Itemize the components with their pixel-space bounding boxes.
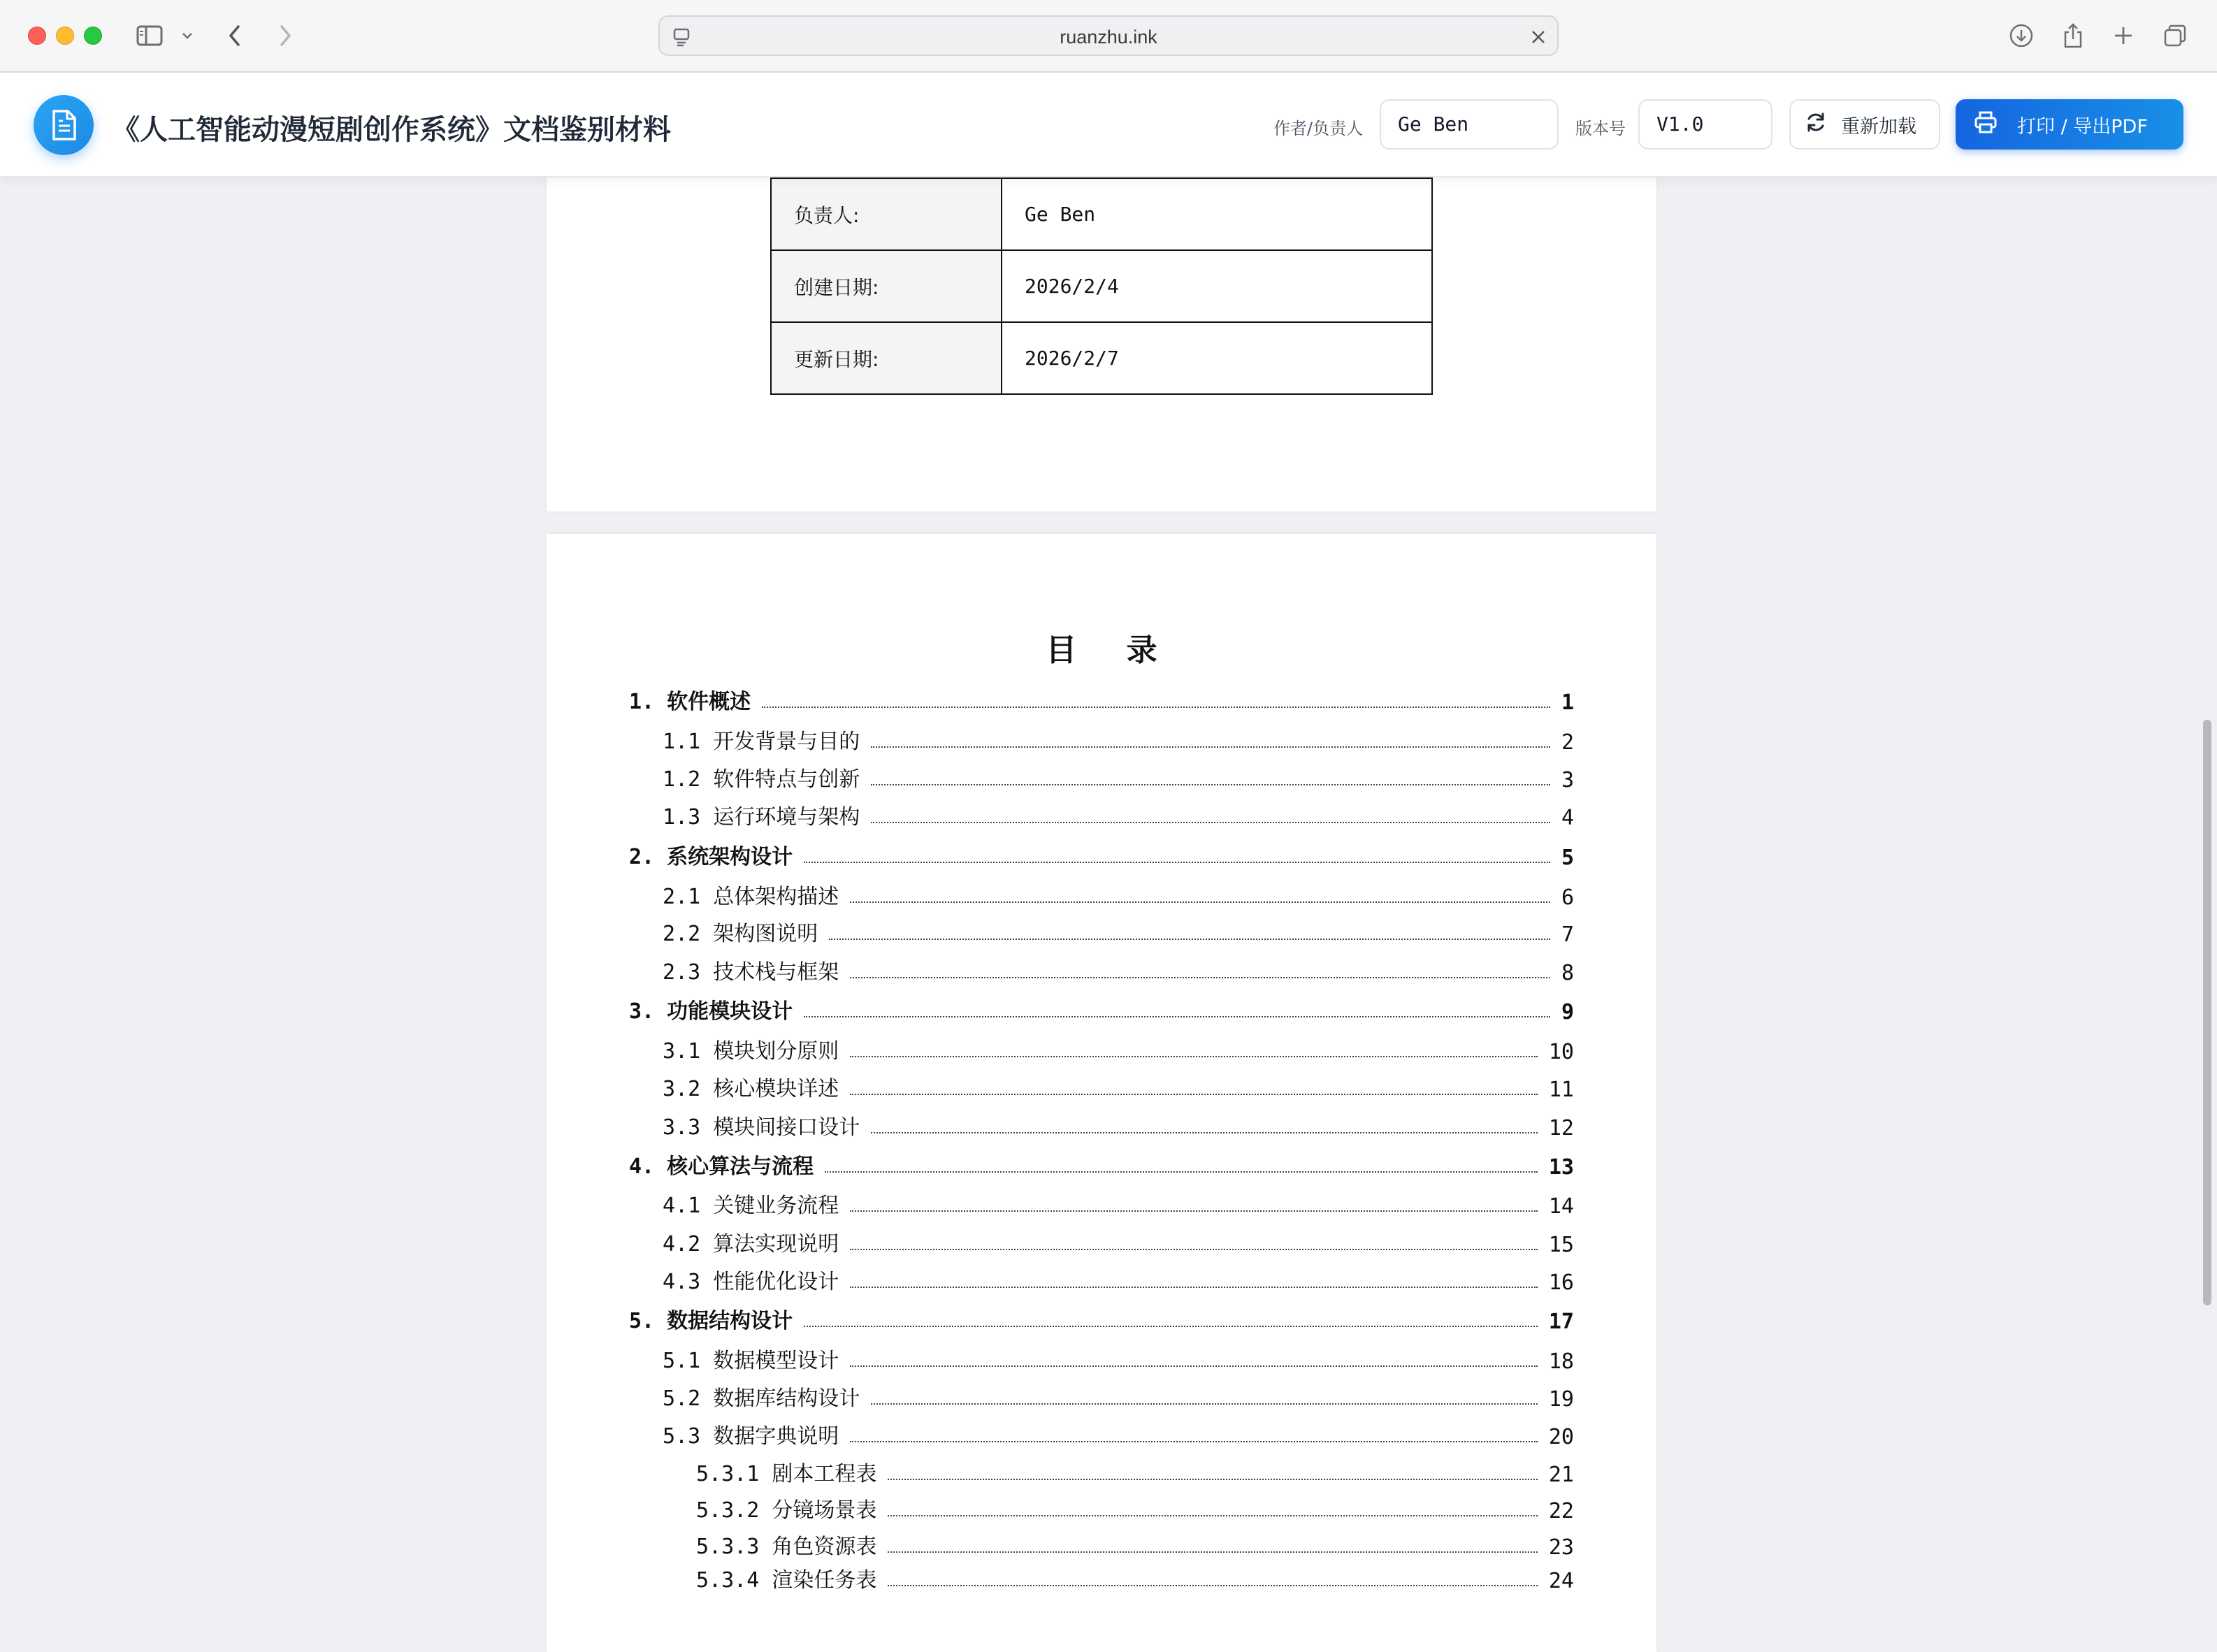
toc-entry[interactable] xyxy=(629,882,1574,910)
print-button-label: 打印 / 导出PDF xyxy=(2017,115,2148,138)
new-tab-icon[interactable] xyxy=(2108,21,2139,50)
toc-entry-label: 5.2 数据库结构设计 xyxy=(663,1386,860,1411)
toc-entry-page: 10 xyxy=(1548,1040,1574,1064)
toc-entry-label: 2.2 架构图说明 xyxy=(663,922,818,946)
info-value: 2026/2/4 xyxy=(1002,250,1432,322)
toc-entry[interactable] xyxy=(629,1346,1574,1374)
toc-entry-label: 3.2 核心模块详述 xyxy=(663,1077,839,1101)
toc-entry[interactable] xyxy=(629,1306,1574,1334)
toc-entry-page: 16 xyxy=(1548,1270,1574,1295)
toc-entry-page: 8 xyxy=(1561,961,1574,985)
toc-entry[interactable] xyxy=(629,1191,1574,1219)
toc-leader-dots xyxy=(850,1441,1538,1442)
toc-entry[interactable] xyxy=(629,1495,1574,1523)
toc-leader-dots xyxy=(850,1210,1538,1212)
zoom-window-button[interactable] xyxy=(84,27,102,45)
document-page xyxy=(547,150,1656,512)
author-label: 作者/负责人 xyxy=(1273,119,1364,138)
toc-entry-page: 13 xyxy=(1548,1155,1574,1180)
toc-entry-page: 19 xyxy=(1548,1387,1574,1412)
version-label: 版本号 xyxy=(1575,119,1626,138)
browser-toolbar xyxy=(0,0,2217,73)
toc-leader-dots xyxy=(888,1585,1538,1586)
toc-entry-page: 7 xyxy=(1561,922,1574,947)
toc-entry[interactable] xyxy=(629,1074,1574,1102)
toc-entry[interactable] xyxy=(629,997,1574,1024)
toc-entry-page: 21 xyxy=(1548,1463,1574,1487)
toc-entry-label: 2.1 总体架构描述 xyxy=(663,885,839,909)
toc-entry[interactable] xyxy=(629,1113,1574,1140)
toc-entry[interactable] xyxy=(629,1459,1574,1487)
toc-entry-page: 24 xyxy=(1548,1569,1574,1593)
share-icon[interactable] xyxy=(2058,21,2088,50)
toc-entry[interactable] xyxy=(629,1267,1574,1295)
toc-leader-dots xyxy=(850,977,1550,978)
minimize-window-button[interactable] xyxy=(56,27,74,45)
toc-entry-label: 3.1 模块划分原则 xyxy=(663,1039,839,1064)
toc-entry-page: 9 xyxy=(1561,1000,1574,1024)
reload-button-label: 重新加载 xyxy=(1841,115,1916,138)
toc-entry[interactable] xyxy=(629,802,1574,830)
app-header xyxy=(0,73,2217,177)
refresh-icon xyxy=(1805,111,1827,138)
toc-leader-dots xyxy=(850,1249,1538,1250)
toc-entry[interactable] xyxy=(629,1229,1574,1257)
info-value: Ge Ben xyxy=(1002,178,1432,250)
toc-leader-dots xyxy=(871,746,1550,748)
toc-leader-dots xyxy=(888,1515,1538,1516)
table-row xyxy=(771,178,1432,250)
close-window-button[interactable] xyxy=(28,27,46,45)
scrollbar-thumb[interactable] xyxy=(2203,720,2211,1305)
toc-title: 目 录 xyxy=(1046,632,1177,668)
toc-entry-page: 5 xyxy=(1561,846,1574,870)
toc-entry[interactable] xyxy=(629,957,1574,985)
toc-entry-page: 1 xyxy=(1561,690,1574,715)
toc-entry[interactable] xyxy=(629,1421,1574,1449)
tab-overview-icon[interactable] xyxy=(2160,21,2190,50)
document-viewport[interactable] xyxy=(0,177,2217,1593)
toc-entry-page: 18 xyxy=(1548,1349,1574,1374)
toc-leader-dots xyxy=(850,1094,1538,1095)
toc-leader-dots xyxy=(804,1326,1538,1327)
toc-entry[interactable] xyxy=(629,842,1574,870)
version-input[interactable]: V1.0 xyxy=(1638,99,1772,150)
toc-entry-label: 4.2 算法实现说明 xyxy=(663,1232,839,1256)
toc-leader-dots xyxy=(829,939,1550,940)
toc-entry-label: 1.2 软件特点与创新 xyxy=(663,767,860,792)
toc-entry-label: 2. 系统架构设计 xyxy=(629,845,793,869)
sidebar-toggle-icon[interactable] xyxy=(134,21,165,50)
toc-entry-page: 22 xyxy=(1548,1499,1574,1523)
toc-entry-label: 4. 核心算法与流程 xyxy=(629,1154,814,1179)
toc-entry-label: 3.3 模块间接口设计 xyxy=(663,1115,860,1140)
back-arrow-icon[interactable] xyxy=(221,21,249,50)
toc-entry-label: 5.1 数据模型设计 xyxy=(663,1349,839,1373)
toc-leader-dots xyxy=(850,1365,1538,1367)
toc-entry-label: 5.3.1 剧本工程表 xyxy=(696,1462,877,1486)
toc-entry[interactable] xyxy=(629,1565,1574,1593)
toc-leader-dots xyxy=(888,1551,1538,1553)
toc-entry-label: 5. 数据结构设计 xyxy=(629,1309,793,1333)
toc-leader-dots xyxy=(871,1403,1538,1405)
toc-entry[interactable] xyxy=(629,919,1574,947)
info-table xyxy=(770,177,1433,395)
toc-leader-dots xyxy=(762,707,1550,708)
toc-leader-dots xyxy=(888,1479,1538,1480)
toc-entry-page: 6 xyxy=(1561,885,1574,910)
toc-entry[interactable] xyxy=(629,727,1574,755)
toc-entry-label: 2.3 技术栈与框架 xyxy=(663,960,839,985)
toc-entry-label: 5.3 数据字典说明 xyxy=(663,1424,839,1449)
toc-entry-label: 1.1 开发背景与目的 xyxy=(663,730,860,754)
close-icon[interactable] xyxy=(1528,27,1549,48)
toc-page xyxy=(547,534,1656,1652)
info-key: 更新日期: xyxy=(771,322,1002,394)
chevron-down-icon[interactable] xyxy=(178,21,197,50)
author-input[interactable]: Ge Ben xyxy=(1380,99,1559,150)
info-value: 2026/2/7 xyxy=(1002,322,1432,394)
toc-entry-page: 20 xyxy=(1548,1425,1574,1449)
table-row xyxy=(771,322,1432,394)
toc-entry-page: 12 xyxy=(1548,1116,1574,1140)
toc-entry-label: 5.3.3 角色资源表 xyxy=(696,1535,877,1559)
toc-entry-page: 23 xyxy=(1548,1535,1574,1560)
toc-entry-label: 1. 软件概述 xyxy=(629,690,751,714)
toc-entry-label: 5.3.4 渲染任务表 xyxy=(696,1568,877,1593)
info-key: 负责人: xyxy=(771,178,1002,250)
toc-entry[interactable] xyxy=(629,1532,1574,1560)
toc-entry-page: 11 xyxy=(1548,1078,1574,1102)
url-text[interactable]: ruanzhu.ink xyxy=(1060,27,1157,48)
toc-entry-label: 4.3 性能优化设计 xyxy=(663,1270,839,1294)
toc-leader-dots xyxy=(850,1056,1538,1057)
toc-leader-dots xyxy=(804,1016,1550,1017)
toc-leader-dots xyxy=(871,822,1550,823)
printer-icon xyxy=(1974,111,1998,138)
toc-entry-page: 14 xyxy=(1548,1194,1574,1219)
document-icon xyxy=(34,95,94,155)
toc-entry-page: 2 xyxy=(1561,730,1574,755)
toc-entry[interactable] xyxy=(629,1384,1574,1412)
toc-entry-label: 1.3 运行环境与架构 xyxy=(663,805,860,829)
reload-button[interactable] xyxy=(1789,99,1940,150)
toc-entry[interactable] xyxy=(629,765,1574,792)
toc-entry-page: 3 xyxy=(1561,768,1574,792)
toc-leader-dots xyxy=(825,1171,1538,1173)
toc-leader-dots xyxy=(850,901,1550,903)
toc-leader-dots xyxy=(804,862,1550,863)
toc-entry-page: 15 xyxy=(1548,1233,1574,1257)
download-icon[interactable] xyxy=(2006,21,2037,50)
toc-leader-dots xyxy=(871,784,1550,785)
info-key: 创建日期: xyxy=(771,250,1002,322)
print-export-button[interactable] xyxy=(1956,99,2183,150)
toc-leader-dots xyxy=(871,1132,1538,1133)
toc-entry[interactable] xyxy=(629,1036,1574,1064)
page-title: 《人工智能动漫短剧创作系统》文档鉴别材料 xyxy=(112,114,671,146)
toc-entry-label: 5.3.2 分镜场景表 xyxy=(696,1498,877,1523)
forward-arrow-icon[interactable] xyxy=(271,21,299,50)
toc-leader-dots xyxy=(850,1287,1538,1288)
toc-entry-page: 4 xyxy=(1561,806,1574,830)
toc-entry-page: 17 xyxy=(1548,1310,1574,1334)
address-bar[interactable] xyxy=(658,15,1559,56)
toc-entry[interactable] xyxy=(629,1152,1574,1180)
toc-entry-label: 3. 功能模块设计 xyxy=(629,999,793,1024)
toc-entry[interactable] xyxy=(629,687,1574,715)
toc-entry-label: 4.1 关键业务流程 xyxy=(663,1194,839,1218)
table-row xyxy=(771,250,1432,322)
